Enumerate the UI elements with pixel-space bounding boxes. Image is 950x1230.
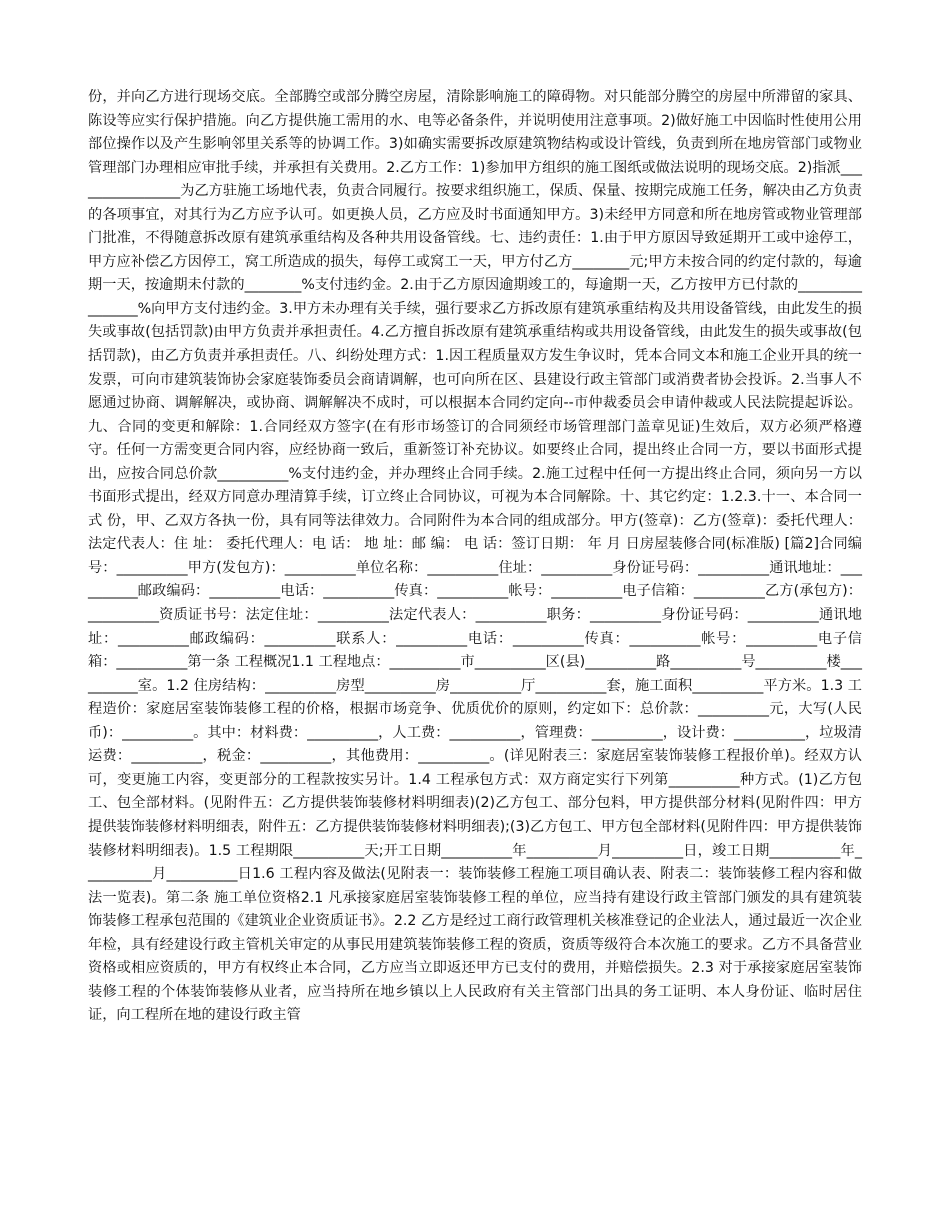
contract-body-text: 份，并向乙方进行现场交底。全部腾空或部分腾空房屋，清除影响施工的障碍物。对只能部分腾空的房屋中所滞留的家具、陈设等应实行保护措施。向乙方提供施工需用的水、电等必备条件，并说明使用注意事项。2)做好施工中因临时性使用公用部位操作以及产生影响邻里关系等的协调工作。3)如确实需要拆改原建筑物结构或设计管线，负责到所在地房管部门或物业管理部门办理相应审批手续，并承担有关费用。2.乙方工作：1)参加甲方组织的施工图纸或做法说明的现场交底。2)指派________________为乙方驻施工场地代表，负责合同履行。按要求组织施工，保质、保量、按期完成施工任务，解决由乙方负责的各项事宜，对其行为乙方应予认可。如更换人员，乙方应及时书面通知甲方。3)未经甲方同意和所在地房管或物业管理部门批准，不得随意拆改原有建筑承重结构及各种共用设备管线。七、违约责任：1.由于甲方原因导致延期开工或中途停工，甲方应补偿乙方因停工，窝工所造成的损失，每停工或窝工一天，甲方付乙方________元;甲方未按合同的约定付款的，每逾期一天，按逾期未付款的________%支付违约金。2.由于乙方原因逾期竣工的，每逾期一天，乙方按甲方已付款的________________%向甲方支付违约金。3.甲方未办理有关手续，强行要求乙方拆改原有建筑承重结构及共用设备管线，由此发生的损失或事故(包括罚款)由甲方负责并承担责任。4.乙方擅自拆改原有建筑承重结构或共用设备管线，由此发生的损失或事故(包括罚款)，由乙方负责并承担责任。八、纠纷处理方式：1.因工程质量双方发生争议时，凭本合同文本和施工企业开具的统一发票，可向市建筑装饰协会家庭装饰委员会商请调解，也可向所在区、县建设行政主管部门或消费者协会投诉。2.当事人不愿通过协商、调解解决，或协商、调解解决不成时，可以根据本合同约定向--市仲裁委员会申请仲裁或人民法院提起诉讼。九、合同的变更和解除：1.合同经双方签字(在有形市场签订的合同须经市场管理部门盖章见证)生效后，双方必须严格遵守。任何一方需变更合同内容，应经协商一致后，重新签订补充协议。如要终止合同，提出终止合同一方，要以书面形式提出，应按合同总价款__________%支付违约金，并办理终止合同手续。2.施工过程中任何一方提出终止合同，须向另一方以书面形式提出，经双方同意办理清算手续，订立终止合同协议，可视为本合同解除。十、其它约定：1.2.3.十一、本合同一式 份，甲、乙双方各执一份，具有同等法律效力。合同附件为本合同的组成部分。甲方(签章)：乙方(签章)：委托代理人：法定代表人：住 址： 委托代理人：电 话： 地 址：邮 编： 电 话：签订日期： 年 月 日房屋装修合同(标准版) [篇2]合同编号：__________甲方(发包方)：__________单位名称：__________住址：__________身份证号码：__________通讯地址：__________邮政编码：__________电话：__________传真：__________帐号：__________电子信箱：__________乙方(承包方)：__________资质证书号：法定住址：__________法定代表人：__________职务：__________身份证号码：__________通讯地址：__________邮政编码：__________联系人：__________电话：__________传真：__________帐号：__________电子信箱：__________第一条 工程概况1.1 工程地点：__________市__________区(县)__________路__________号__________楼__________室。1.2 住房结构：__________房型__________房__________厅__________套，施工面积__________平方米。1.3 工程造价：家庭居室装饰装修工程的价格，根据市场竞争、优质优价的原则，约定如下：总价款：__________元，大写(人民币)：__________。其中：材料费：__________，人工费：__________，管理费：__________，设计费：__________，垃圾清运费：__________，税金：__________，其他费用：__________。(详见附表三：家庭居室装饰装修工程报价单)。经双方认可，变更施工内容，变更部分的工程款按实另计。1.4 工程承包方式：双方商定实行下列第__________种方式。(1)乙方包工、包全部材料。(见附件五：乙方提供装饰装修材料明细表)(2)乙方包工、部分包料，甲方提供部分材料(见附件四：甲方提供装饰装修材料明细表，附件五：乙方提供装饰装修材料明细表);(3)乙方包工、甲方包全部材料(见附件四：甲方提供装饰装修材料明细表)。1.5 工程期限__________天;开工日期__________年__________月__________日，竣工日期__________年__________月__________日1.6 工程内容及做法(见附表一：装饰装修工程施工项目确认表、附表二：装饰装修工程内容和做法一览表)。第二条 施工单位资格2.1 凡承接家庭居室装饰装修工程的单位，应当持有建设行政主管部门颁发的具有建筑装饰装修工程承包范围的《建筑业企业资质证书》。2.2 乙方是经过工商行政管理机关核准登记的企业法人，通过最近一次企业年检，具有经建设行政主管机关审定的从事民用建筑装饰装修工程的资质，资质等级符合本次施工的要求。乙方不具备营业资格或相应资质的，甲方有权终止本合同，乙方应当立即返还甲方已支付的费用，并赔偿损失。2.3 对于承接家庭居室装饰装修工程的个体装饰装修从业者，应当持所在地乡镇以上人民政府有关主管部门出具的务工证明、本人身份证、临时居住证，向工程所在地的建设行政主管 xyxy=(88,89,862,1024)
document-page xyxy=(88,86,862,1028)
